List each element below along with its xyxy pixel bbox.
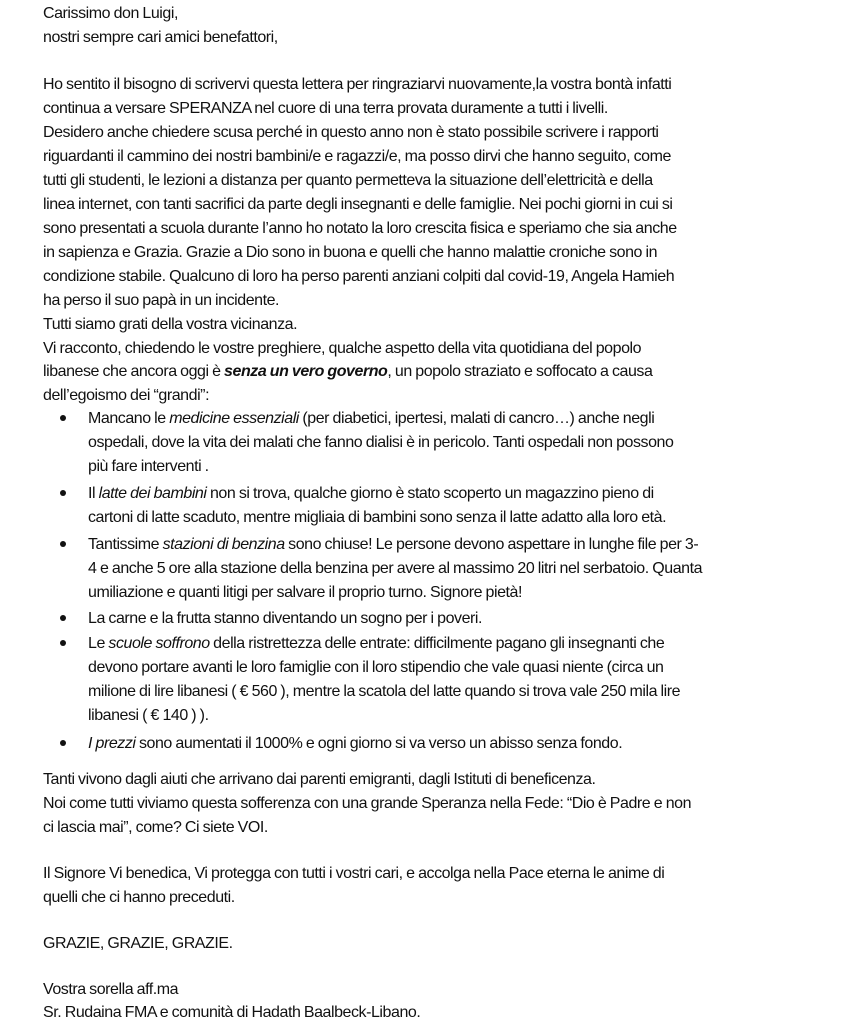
body-line: Il Signore Vi benedica, Vi protegga con tutti i vostri cari, e accolga nella Pace eterna le anime di (43, 865, 665, 882)
body-line: Vi racconto, chiedendo le vostre preghiere, qualche aspetto della vita quotidiana del popolo (43, 340, 642, 357)
bullet-continuation: devono portare avanti le loro famiglie con il loro stipendio che vale quasi niente (circa un (88, 659, 664, 676)
signature-line: Sr. Rudaina FMA e comunità di Hadath Baalbeck-Libano. (43, 1004, 421, 1021)
emphasis-text: senza un vero governo (224, 363, 388, 380)
greeting-line: Carissimo don Luigi, (43, 5, 178, 22)
body-line: Ho sentito il bisogno di scrivervi questa lettera per ringraziarvi nuovamente,la vostra bontà infatti (43, 76, 672, 93)
bullet-item: Mancano le medicine essenziali (per diabetici, ipertesi, malati di cancro…) anche negli (88, 410, 655, 427)
bullet-continuation: umiliazione e quanti litigi per salvare il proprio turno. Signore pietà! (88, 584, 522, 601)
bullet-continuation: 4 e anche 5 ore alla stazione della benzina per avere al massimo 20 litri nel serbatoio. Quanta (88, 560, 703, 577)
bullet-continuation: ospedali, dove la vita dei malati che fanno dialisi è in pericolo. Tanti ospedali non possono (88, 434, 674, 451)
signature-line: Vostra sorella aff.ma (43, 981, 179, 998)
body-line: in sapienza e Grazia. Grazie a Dio sono in buona e quelli che hanno malattie croniche sono in (43, 244, 658, 261)
bullet-icon (60, 740, 66, 746)
bullet-item: La carne e la frutta stanno diventando un sogno per i poveri. (88, 610, 483, 627)
bullet-continuation: più fare interventi . (88, 458, 209, 475)
body-line: Tutti siamo grati della vostra vicinanza. (43, 316, 298, 333)
bullet-icon (60, 490, 66, 496)
body-line: continua a versare SPERANZA nel cuore di una terra provata duramente a tutti i livelli. (43, 100, 608, 117)
bullet-continuation: libanesi ( € 140 ) ). (88, 707, 209, 724)
thanks-line: GRAZIE, GRAZIE, GRAZIE. (43, 935, 233, 952)
body-line: linea internet, con tanti sacrifici da parte degli insegnanti e delle famiglie. Nei pochi giorni in cui si (43, 196, 673, 213)
body-line: ha perso il suo papà in un incidente. (43, 292, 280, 309)
body-line: libanese che ancora oggi è senza un vero governo, un popolo straziato e soffocato a causa (43, 363, 653, 380)
bullet-icon (60, 541, 66, 547)
bullet-item: I prezzi sono aumentati il 1000% e ogni giorno si va verso un abisso senza fondo. (88, 735, 623, 752)
body-line: riguardanti il cammino dei nostri bambini/e e ragazzi/e, ma posso dirvi che hanno seguito, come (43, 148, 671, 165)
body-line: dell’egoismo dei “grandi”: (43, 387, 210, 404)
body-line: Desidero anche chiedere scusa perché in questo anno non è stato possibile scrivere i rapporti (43, 124, 659, 141)
greeting-line: nostri sempre cari amici benefattori, (43, 29, 278, 46)
body-line: quelli che ci hanno preceduti. (43, 889, 235, 906)
bullet-icon (60, 415, 66, 421)
body-line: Noi come tutti viviamo questa sofferenza con una grande Speranza nella Fede: “Dio è Padre e non (43, 795, 692, 812)
body-line: Tanti vivono dagli aiuti che arrivano dai parenti emigranti, dagli Istituti di beneficenza. (43, 771, 596, 788)
bullet-icon (60, 640, 66, 646)
body-line: tutti gli studenti, le lezioni a distanza per quanto permetteva la situazione dell’elettricità e della (43, 172, 653, 189)
bullet-item: Il latte dei bambini non si trova, qualche giorno è stato scoperto un magazzino pieno di (88, 485, 654, 502)
bullet-continuation: cartoni di latte scaduto, mentre migliaia di bambini sono senza il latte adatto alla loro età. (88, 509, 667, 526)
body-line: sono presentati a scuola durante l’anno ho notato la loro crescita fisica e speriamo che sia anche (43, 220, 677, 237)
body-line: condizione stabile. Qualcuno di loro ha perso parenti anziani colpiti dal covid-19, Angela Hamieh (43, 268, 675, 285)
bullet-continuation: milione di lire libanesi ( € 560 ), mentre la scatola del latte quando si trova vale 250 mila lire (88, 683, 681, 700)
bullet-icon (60, 615, 66, 621)
bullet-item: Tantissime stazioni di benzina sono chiuse! Le persone devono aspettare in lunghe file per 3- (88, 536, 699, 553)
bullet-item: Le scuole soffrono della ristrettezza delle entrate: difficilmente pagano gli insegnanti che (88, 635, 665, 652)
body-line: ci lascia mai”, come? Ci siete VOI. (43, 819, 268, 836)
